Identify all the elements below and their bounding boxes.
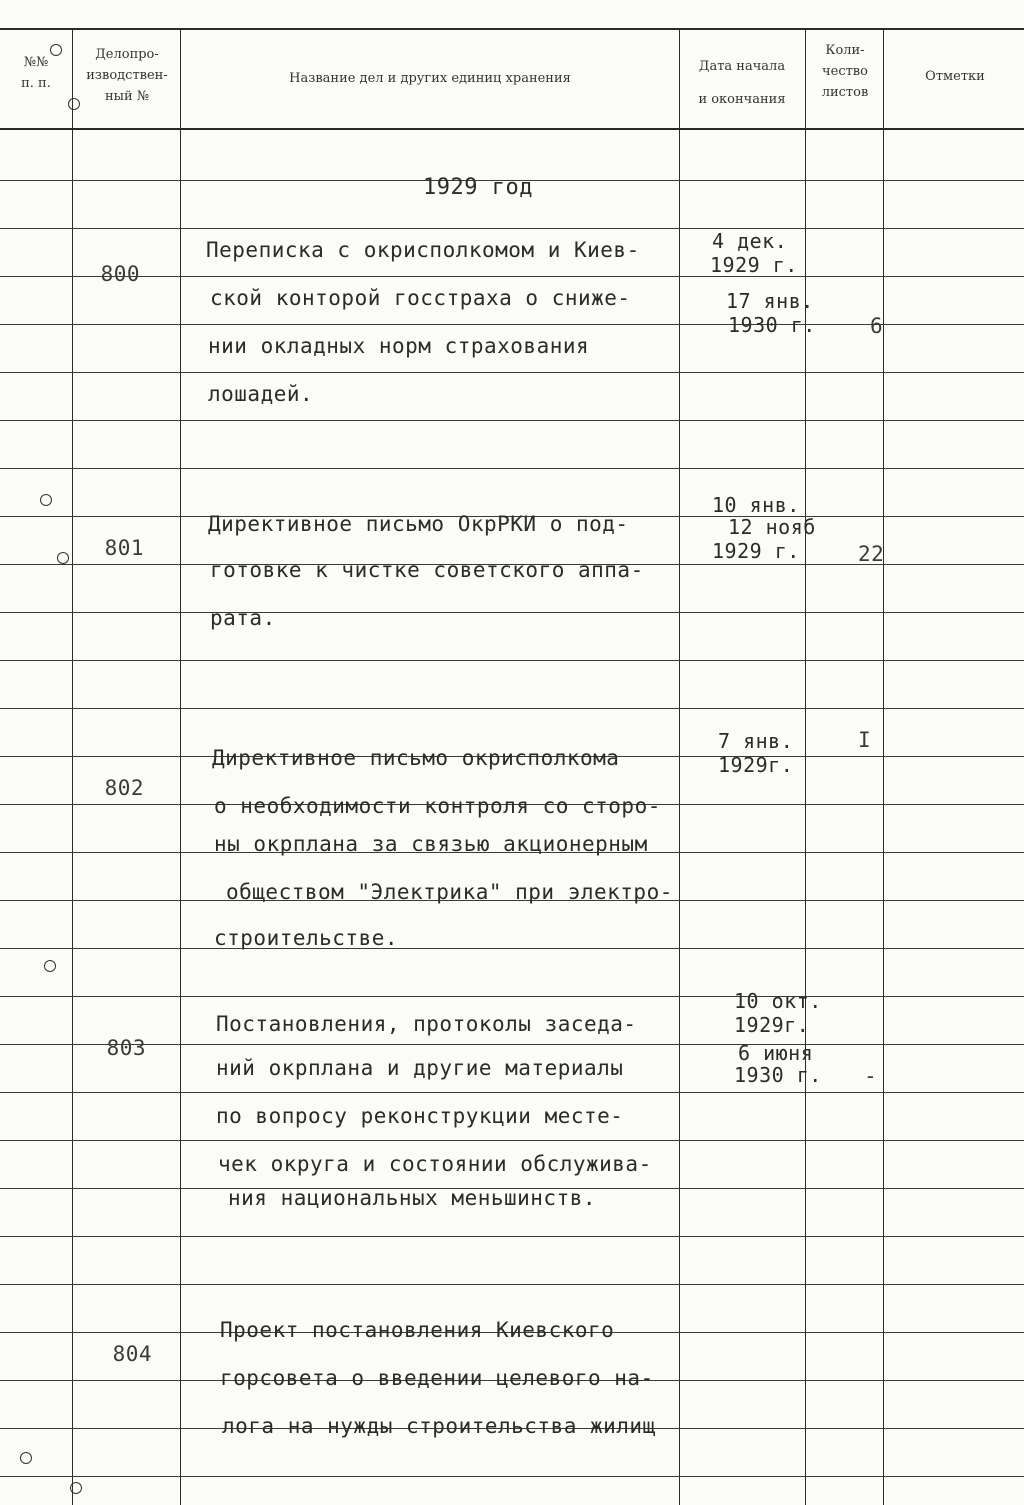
entry-title-line bbox=[228, 1186, 596, 1210]
ruled-line bbox=[0, 372, 1024, 373]
ruled-line bbox=[0, 612, 1024, 613]
entry-title-line bbox=[218, 1152, 652, 1176]
entry-sheet-count-text: - bbox=[864, 1064, 878, 1088]
entry-title-line-text: о необходимости контроля со сторо- bbox=[214, 794, 661, 818]
entry-title-line bbox=[222, 1414, 656, 1438]
entry-sheet-count bbox=[864, 1064, 877, 1088]
entry-number-text: 803 bbox=[106, 1036, 147, 1060]
header-number bbox=[2, 52, 70, 94]
header-bottom-rule bbox=[0, 128, 1024, 130]
entry-number bbox=[60, 1318, 152, 1390]
entry-sheet-count bbox=[858, 728, 871, 752]
entry-number bbox=[52, 512, 144, 584]
entry-date bbox=[718, 753, 794, 777]
header-title-text: Название дел и других единиц хранения bbox=[289, 71, 571, 86]
ruled-line bbox=[0, 1044, 1024, 1045]
entry-number bbox=[52, 752, 144, 824]
entry-number-text: 804 bbox=[112, 1342, 153, 1366]
entry-title-line-text: лога на нужды строительства жилищ bbox=[222, 1414, 656, 1438]
entry-title-line-text: нии окладных норм страхования bbox=[208, 334, 590, 358]
header-notes-text: Отметки bbox=[925, 69, 985, 84]
entry-date-text: 1929 г. bbox=[712, 539, 800, 563]
entry-date-text: 4 дек. bbox=[712, 229, 788, 253]
entry-title-line-text: ния национальных меньшинств. bbox=[228, 1186, 597, 1210]
entry-date-text: 10 янв. bbox=[712, 493, 800, 517]
ruled-line bbox=[0, 276, 1024, 277]
entry-date-text: 6 июня bbox=[738, 1041, 814, 1065]
header-top-rule bbox=[0, 28, 1024, 30]
punch-hole-marker bbox=[40, 494, 52, 506]
entry-title-line bbox=[208, 334, 589, 358]
entry-number-text: 802 bbox=[104, 776, 145, 800]
entry-title-line-text: ний окрплана и другие материалы bbox=[216, 1056, 624, 1080]
entry-title-line-text: рата. bbox=[210, 606, 276, 630]
header-office-number bbox=[76, 44, 178, 107]
entry-title-line bbox=[206, 238, 640, 262]
entry-title-line-text: Проект постановления Киевского bbox=[220, 1318, 615, 1342]
entry-title-line-text: ны окрплана за связью акционерным bbox=[214, 832, 648, 856]
ruled-line bbox=[0, 948, 1024, 949]
entry-title-line bbox=[208, 382, 313, 406]
punch-hole-marker bbox=[70, 1482, 82, 1494]
entry-title-line-text: ской конторой госстраха о сниже- bbox=[210, 286, 631, 310]
entry-date bbox=[712, 539, 800, 563]
entry-title-line bbox=[220, 1366, 654, 1390]
entry-title-line-text: горсовета о введении целевого на- bbox=[220, 1366, 654, 1390]
ruled-line bbox=[0, 708, 1024, 709]
entry-date bbox=[710, 253, 798, 277]
entry-number bbox=[48, 238, 140, 310]
ruled-line bbox=[0, 1140, 1024, 1141]
entry-date bbox=[734, 1063, 822, 1087]
entry-sheet-count-text: 6 bbox=[870, 314, 884, 338]
entry-title-line bbox=[208, 512, 629, 536]
entry-date-text: 1929г. bbox=[718, 753, 794, 777]
entry-title-line-text: лошадей. bbox=[208, 382, 314, 406]
entry-title-line-text: обществом "Электрика" при электро- bbox=[226, 880, 673, 904]
entry-title-line-text: Переписка с окрисполкомом и Киев- bbox=[206, 238, 640, 262]
entry-date-text: 1929 г. bbox=[710, 253, 798, 277]
entry-title-line-text: чек округа и состоянии обслужива- bbox=[218, 1152, 652, 1176]
entry-date bbox=[728, 313, 816, 337]
ruled-line bbox=[0, 660, 1024, 661]
entry-date bbox=[726, 289, 814, 313]
ruled-line bbox=[0, 228, 1024, 229]
entry-title-line bbox=[212, 746, 619, 770]
entry-title-line-text: строительстве. bbox=[214, 926, 399, 950]
ruled-line bbox=[0, 1284, 1024, 1285]
entry-date-text: 10 окт. bbox=[734, 989, 822, 1013]
entry-date bbox=[712, 493, 800, 517]
punch-hole-marker bbox=[50, 44, 62, 56]
entry-sheet-count-text: 22 bbox=[858, 542, 885, 566]
entry-date bbox=[728, 515, 816, 539]
entry-title-line bbox=[226, 880, 673, 904]
entry-sheet-count bbox=[870, 314, 883, 338]
entry-title-line bbox=[214, 794, 661, 818]
punch-hole-marker bbox=[20, 1452, 32, 1464]
ruled-line bbox=[0, 1236, 1024, 1237]
entry-number-text: 801 bbox=[104, 536, 145, 560]
entry-title-line-text: Директивное письмо ОкрРКИ о под- bbox=[208, 512, 629, 536]
ruled-line bbox=[0, 1476, 1024, 1477]
entry-date bbox=[734, 1013, 810, 1037]
entry-title-line bbox=[210, 606, 276, 630]
entry-number bbox=[54, 1012, 146, 1084]
header-title bbox=[184, 68, 676, 89]
entry-title-line-text: готовке к чистке советского аппа- bbox=[210, 558, 644, 582]
header-dates-text: Дата начала и окончания bbox=[698, 59, 786, 107]
entry-title-line-text: Директивное письмо окрисполкома bbox=[212, 746, 620, 770]
header-office-number-text: Делопро- изводствен- ный № bbox=[86, 47, 168, 104]
entry-title-line bbox=[220, 1318, 614, 1342]
entry-title-line bbox=[216, 1012, 637, 1036]
ruled-line bbox=[0, 468, 1024, 469]
entry-title-line bbox=[210, 558, 644, 582]
ruled-line bbox=[0, 420, 1024, 421]
entry-sheet-count-text: I bbox=[858, 728, 872, 752]
entry-title-line-text: Постановления, протоколы заседа- bbox=[216, 1012, 637, 1036]
entry-title-line-text: по вопросу реконструкции месте- bbox=[216, 1104, 624, 1128]
header-sheets-text: Коли- чество листов bbox=[821, 43, 869, 100]
year-heading-text: 1929 год bbox=[422, 175, 533, 200]
year-heading bbox=[368, 150, 533, 225]
entry-date bbox=[712, 229, 788, 253]
entry-date bbox=[734, 989, 822, 1013]
ruled-line bbox=[0, 1092, 1024, 1093]
punch-hole-marker bbox=[44, 960, 56, 972]
entry-date-text: 1930 г. bbox=[728, 313, 816, 337]
entry-title-line bbox=[216, 1056, 623, 1080]
entry-sheet-count bbox=[858, 542, 884, 566]
entry-date-text: 12 нояб bbox=[728, 515, 816, 539]
entry-date bbox=[738, 1041, 814, 1065]
header-dates bbox=[682, 50, 802, 116]
header-sheets bbox=[808, 40, 882, 103]
entry-date-text: 7 янв. bbox=[718, 729, 794, 753]
entry-date-text: 1929г. bbox=[734, 1013, 810, 1037]
ruled-line bbox=[0, 996, 1024, 997]
header-notes bbox=[886, 66, 1024, 87]
entry-date bbox=[718, 729, 794, 753]
entry-title-line bbox=[210, 286, 631, 310]
entry-title-line bbox=[216, 1104, 623, 1128]
punch-hole-marker bbox=[68, 98, 80, 110]
header-number-text: №№ п. п. bbox=[21, 55, 51, 91]
entry-number-text: 800 bbox=[100, 262, 141, 286]
entry-date-text: 17 янв. bbox=[726, 289, 814, 313]
entry-title-line bbox=[214, 832, 648, 856]
entry-date-text: 1930 г. bbox=[734, 1063, 822, 1087]
entry-title-line bbox=[214, 926, 398, 950]
